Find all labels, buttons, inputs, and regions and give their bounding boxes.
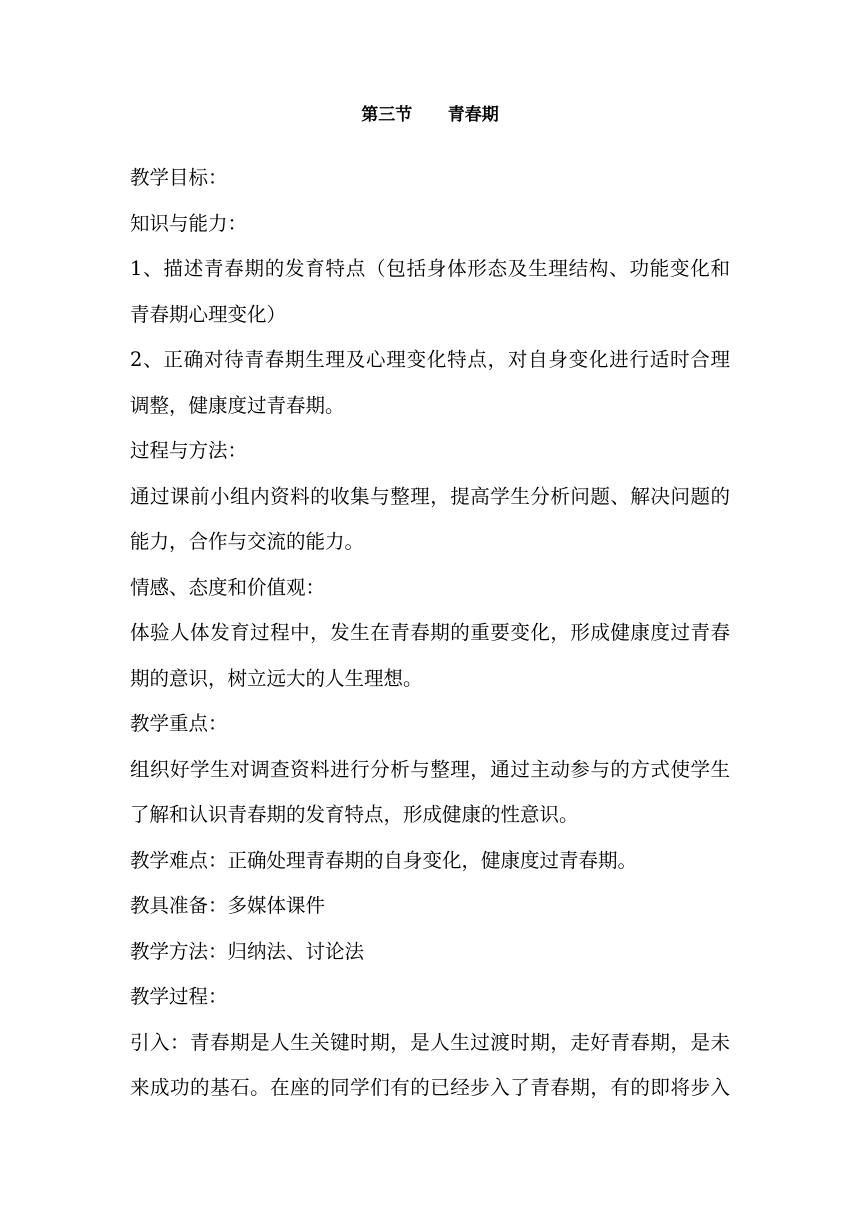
paragraph-line: 通过课前小组内资料的收集与整理，提高学生分析问题、解决问题的 <box>130 484 730 508</box>
paragraph-line: 组织好学生对调查资料进行分析与整理，通过主动参与的方式使学生 <box>130 757 730 781</box>
paragraph-line: 来成功的基石。在座的同学们有的已经步入了青春期，有的即将步入 <box>130 1076 730 1099</box>
document-title: 第三节 青春期 <box>361 105 499 125</box>
paragraph-line: 青春期心理变化） <box>130 302 287 326</box>
paragraph-line: 引入：青春期是人生关键时期，是人生过渡时期，走好青春期，是未 <box>130 1030 730 1054</box>
paragraph-line: 体验人体发育过程中，发生在青春期的重要变化，形成健康度过青春 <box>130 621 730 644</box>
paragraph-line: 期的意识，树立远大的人生理想。 <box>130 666 423 690</box>
subheading-process-method: 过程与方法： <box>130 439 248 462</box>
subheading-emotion-values: 情感、态度和价值观： <box>130 575 326 599</box>
methods-line: 教学方法：归纳法、讨论法 <box>130 939 365 963</box>
section-heading-key-points: 教学重点： <box>130 712 228 735</box>
materials-line: 教具准备：多媒体课件 <box>130 894 326 917</box>
paragraph-line: 1、描述青春期的发育特点（包括身体形态及生理结构、功能变化和 <box>130 257 730 280</box>
paragraph-line: 2、正确对待青春期生理及心理变化特点，对自身变化进行适时合理 <box>130 348 730 371</box>
difficulty-line: 教学难点：正确处理青春期的自身变化，健康度过青春期。 <box>130 848 638 872</box>
section-heading-objectives: 教学目标： <box>130 166 228 189</box>
subheading-knowledge-ability: 知识与能力： <box>130 211 248 235</box>
paragraph-line: 调整，健康度过青春期。 <box>130 393 345 417</box>
paragraph-line: 了解和认识青春期的发育特点，形成健康的性意识。 <box>130 803 579 826</box>
document-body <box>130 155 730 1111</box>
paragraph-line: 能力，合作与交流的能力。 <box>130 530 365 553</box>
section-heading-process: 教学过程： <box>130 985 228 1008</box>
